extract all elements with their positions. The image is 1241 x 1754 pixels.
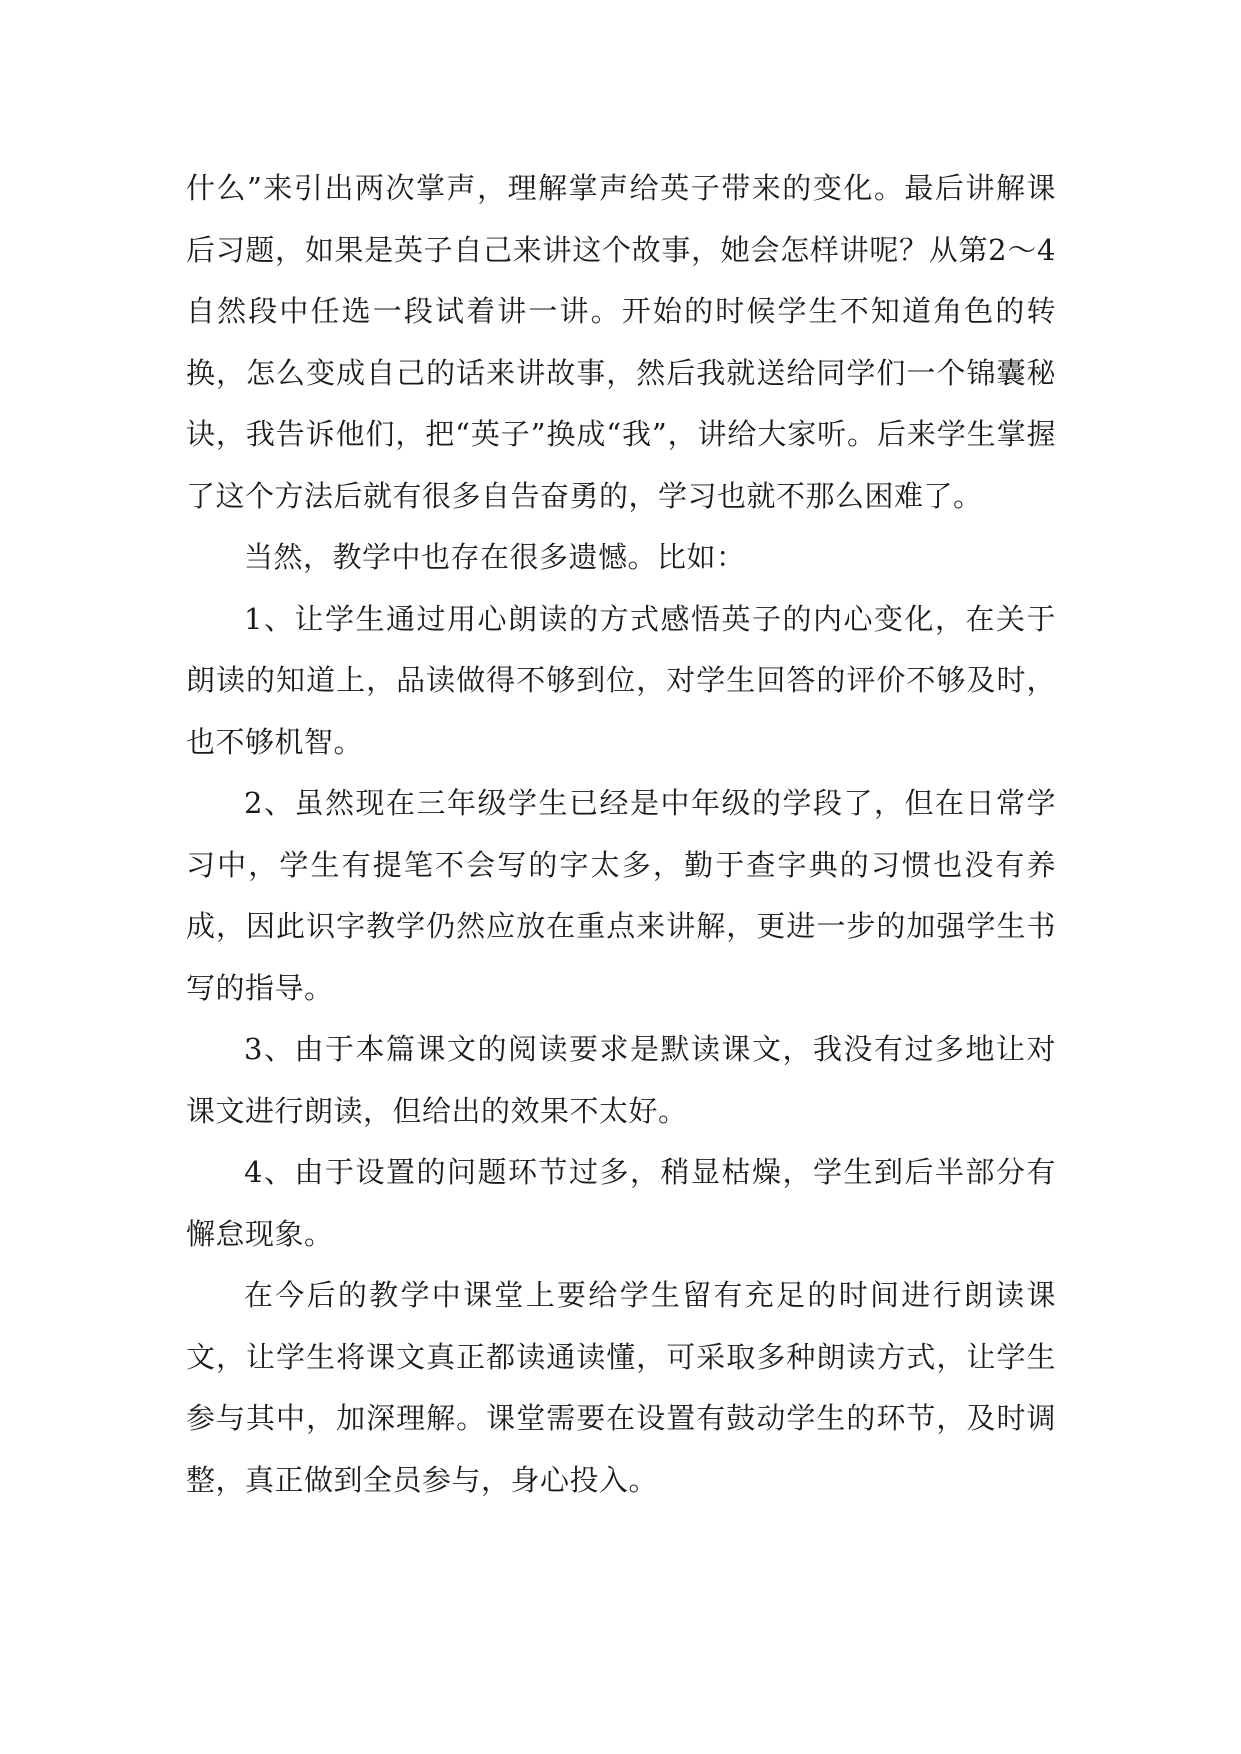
paragraph-item-4: 4、由于设置的问题环节过多，稍显枯燥，学生到后半部分有懈怠现象。: [186, 1155, 1056, 1251]
paragraph-item-3: 3、由于本篇课文的阅读要求是默读课文，我没有过多地让对课文进行朗读，但给出的效果不太好。: [186, 1032, 1056, 1128]
paragraph-regrets-intro: 当然，教学中也存在很多遗憾。比如：: [244, 540, 746, 574]
paragraph-continuation: 什么”来引出两次掌声，理解掌声给英子带来的变化。最后讲解课后习题，如果是英子自己来讲这个故事，她会怎样讲呢？从第2～4自然段中任选一段试着讲一讲。开始的时候学生不知道角色的转换，怎么变成自己的话来讲故事，然后我就送给同学们一个锦囊秘诀，我告诉他们，把“英子”换成“我”，讲给大家听。后来学生掌握了这个方法后就有很多自告奋勇的，学习也就不那么困难了。: [186, 171, 1056, 513]
paragraph-conclusion: 在今后的教学中课堂上要给学生留有充足的时间进行朗读课文，让学生将课文真正都读通读懂，可采取多种朗读方式，让学生参与其中，加深理解。课堂需要在设置有鼓动学生的环节，及时调整，真正做到全员参与，身心投入。: [186, 1278, 1056, 1497]
document-body: [186, 158, 1056, 1511]
paragraph-item-1: 1、让学生通过用心朗读的方式感悟英子的内心变化，在关于朗读的知道上，品读做得不够到位，对学生回答的评价不够及时，也不够机智。: [186, 601, 1056, 759]
paragraph-item-2: 2、虽然现在三年级学生已经是中年级的学段了，但在日常学习中，学生有提笔不会写的字太多，勤于查字典的习惯也没有养成，因此识字教学仍然应放在重点来讲解，更进一步的加强学生书写的指导。: [186, 786, 1056, 1005]
